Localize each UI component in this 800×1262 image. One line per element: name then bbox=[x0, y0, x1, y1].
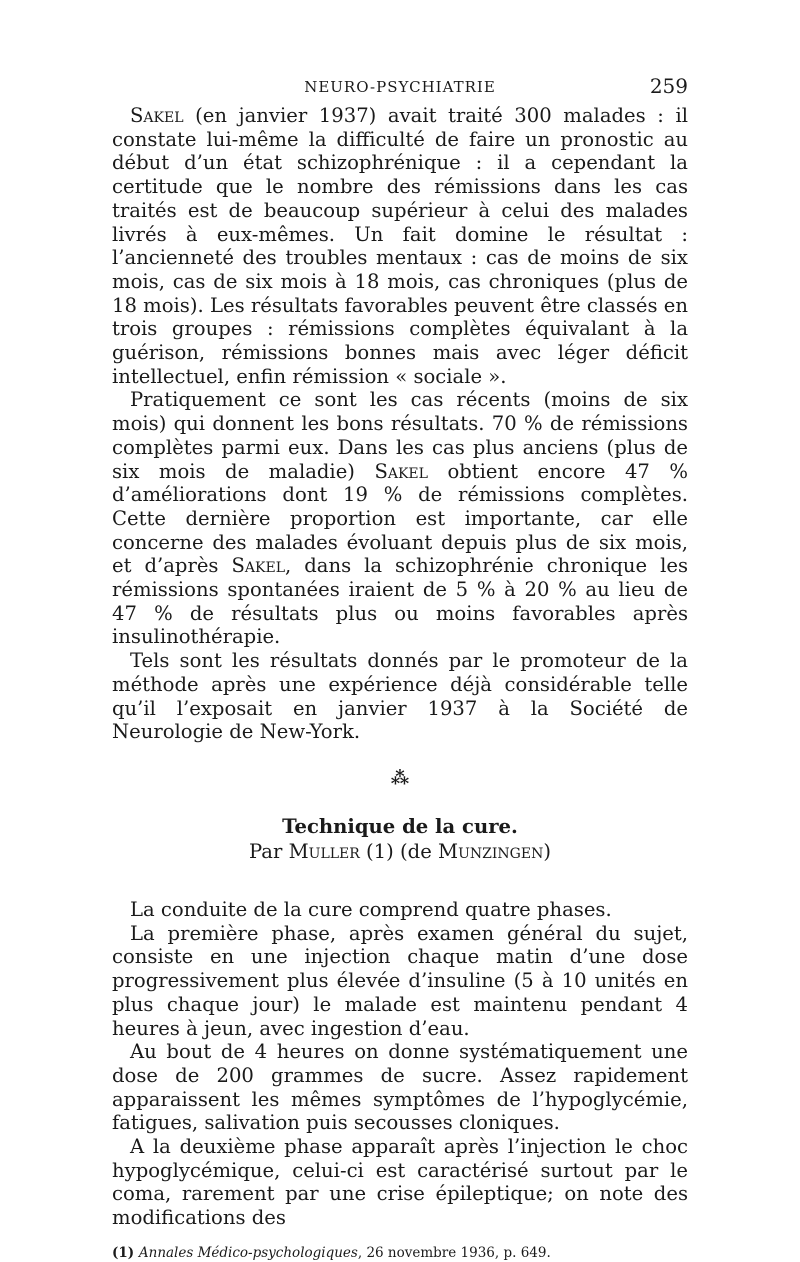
author-name: Muller bbox=[288, 839, 360, 863]
page-number: 259 bbox=[649, 74, 688, 98]
paragraph-recent-cases bbox=[112, 388, 688, 649]
paragraph-text: , dans la schizophrénie chronique les rémissions spontanées iraient de 5 % à 20 % au lieu de 47 % de résultats plus ou moins favorables après insulinothérapie. bbox=[112, 554, 688, 649]
paragraph-text: Pratiquement ce sont les cas récents (moins de six mois) qui donnent les bons résultats. 70 % de rémissions complètes parmi eux. Dans les cas plus anciens (plus de six mois de maladie) bbox=[112, 388, 688, 483]
running-title: NEURO-PSYCHIATRIE bbox=[304, 78, 496, 96]
asterism-divider: ⁂ bbox=[390, 767, 410, 789]
footnote-journal: Annales Médico-psychologiques bbox=[138, 1244, 358, 1261]
author-name: Sakel bbox=[374, 459, 428, 483]
section-title: Technique de la cure. bbox=[282, 814, 518, 838]
place-name: Munzingen bbox=[438, 839, 544, 863]
paragraph-summary: Tels sont les résultats donnés par le promoteur de la méthode après une expérience déjà considérable telle qu’il l’exposait en janvier 1937 à la Société de Neurologie de New-York. bbox=[112, 649, 688, 744]
paragraph-text: obtient encore 47 % d’améliorations dont 19 % de rémissions complètes. Cette dernière proportion est importante, car elle concerne des malades évoluant depuis plus de six mois, et d’après bbox=[112, 459, 688, 578]
page-header bbox=[112, 70, 688, 104]
footnote-citation: , 26 novembre 1936, p. 649. bbox=[357, 1244, 551, 1261]
footnote bbox=[112, 1244, 688, 1262]
author-name: Sakel bbox=[130, 104, 184, 127]
paragraph-first-phase: La première phase, après examen général du sujet, consiste en une injection chaque matin d’une dose progressivement plus élevée d’insuline (5 à 10 unités en plus chaque jour) le malade est maintenu pendant 4 heures à jeun, avec ingestion d’eau. bbox=[112, 921, 688, 1040]
footnote-number: (1) bbox=[112, 1244, 139, 1261]
paragraph-sugar-dose: Au bout de 4 heures on donne systématiquement une dose de 200 grammes de sucre. Assez rapidement apparaissent les mêmes symptômes de l’hypoglycémie, fatigues, salivation puis secousses cloniques. bbox=[112, 1040, 688, 1135]
document-page bbox=[112, 70, 688, 1262]
paragraph-sakel-results bbox=[112, 104, 688, 388]
section-byline: Par Muller (1) (de Munzingen) bbox=[249, 839, 551, 863]
author-name: Sakel bbox=[231, 554, 285, 578]
paragraph-text: (en janvier 1937) avait traité 300 malades : il constate lui-même la difficulté de faire un pronostic au début d’un état schizophrénique : il a cependant la certitude que le nombre des rémissions dans les cas traités est de beaucoup supérieur à celui des malades livrés à eux-mêmes. Un fait domine le résultat : l’ancienneté des troubles mentaux : cas de moins de six mois, cas de six mois à 18 mois, cas chroniques (plus de 18 mois). Les résultats favorables peuvent être classés en trois groupes : rémissions complètes équivalant à la guérison, rémissions bonnes mais avec léger déficit intellectuel, enfin rémission « sociale ». bbox=[112, 104, 688, 388]
paragraph-second-phase: A la deuxième phase apparaît après l’injection le choc hypoglycémique, celui-ci est caractérisé surtout par le coma, rarement par une crise épileptique; on note des modifications des bbox=[112, 1135, 688, 1230]
paragraph-phases-intro: La conduite de la cure comprend quatre phases. bbox=[130, 897, 612, 921]
